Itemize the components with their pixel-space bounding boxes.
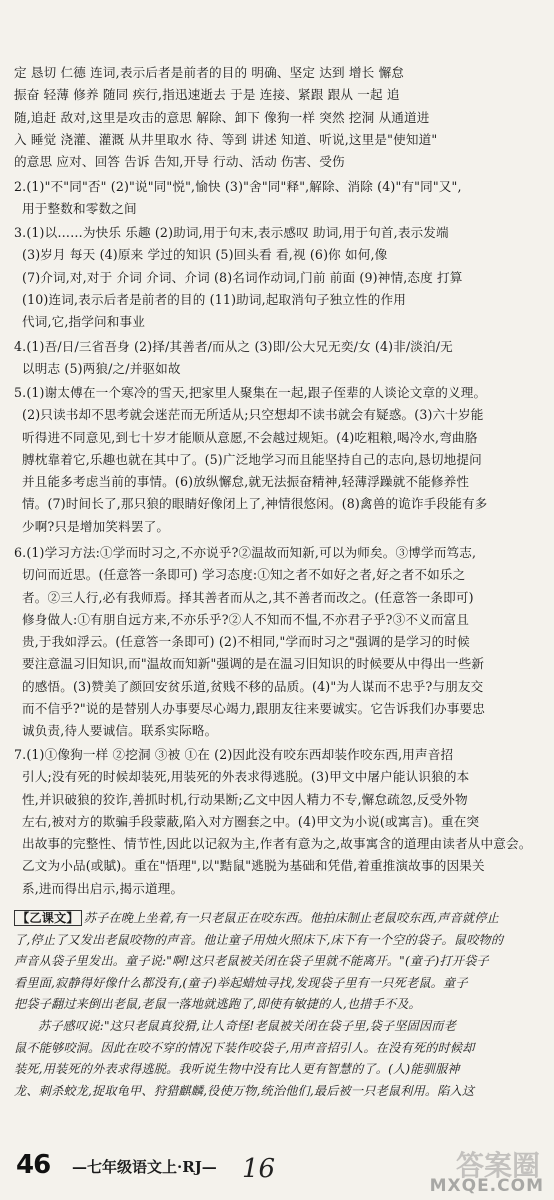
text-line: 贵,于我如浮云。(任意答一条即可) (2)不相同,"学而时习之"强调的是学习的时候 (22, 634, 470, 650)
text-line: 膊枕靠着它,乐趣也就在其中了。(5)广泛地学习而且能坚持自己的志向,恳切地提问 (22, 451, 482, 467)
question-5 (14, 382, 538, 538)
text-line: 振奋 轻薄 修养 随同 疾行,指迅速逝去 于是 连接、紧跟 跟从 一起 追 (14, 87, 400, 103)
question-6 (14, 542, 538, 743)
text-line: 鼠不能够咬洞。因此在咬不穿的情况下装作咬袋子,用声音招引人。在没有死的时候却 (14, 1040, 475, 1055)
text-line: 少啊?只是增加笑料罢了。 (22, 518, 170, 534)
text-line: 以明志 (5)两狼/之/并驱如故 (22, 361, 181, 377)
text-line: 引人;没有死的时候却装死,用装死的外表求得逃脱。(3)甲文中屠户能认识狼的本 (22, 769, 470, 785)
text-line: 定 恳切 仁德 连词,表示后者是前者的目的 明确、坚定 达到 增长 懈怠 (14, 65, 405, 80)
text-line: 修身做人:①有朋自远方来,不亦乐乎?②人不知而不愠,不亦君子乎?③不义而富且 (22, 611, 470, 627)
vocab-block (14, 62, 538, 173)
text-line: 的意思 应对、回答 告诉 告知,开导 行动、活动 伤害、受伤 (14, 154, 345, 170)
text-line: 4.(1)吾/日/三省吾身 (2)择/其善者/而从之 (3)即/公大兄无奕/女 (4)非/淡泊/无 (14, 339, 453, 354)
page-number: 46 (16, 1150, 51, 1180)
text-line: (3)岁月 每天 (4)原来 学过的知识 (5)回头看 看,视 (6)你 如何,像 (22, 247, 388, 263)
translation-first-line (14, 908, 538, 930)
text-line: 情。(7)时间长了,那只狼的眼睛好像闭上了,神情很悠闲。(8)禽兽的诡诈手段能有多 (22, 496, 488, 512)
text-line: 把袋子翻过来倒出老鼠,老鼠一落地就逃跑了,即使有敏捷的人,也措手不及。 (14, 997, 421, 1012)
text-line: 了,停止了又发出老鼠咬物的声音。他让童子用烛火照床下,床下有一个空的袋子。鼠咬物的 (14, 932, 504, 947)
text-line: 要注意温习旧知识,而"温故而知新"强调的是在温习旧知识的时候要从中得出一些新 (22, 656, 485, 672)
text-line: 听得进不同意见,到七十岁才能顺从意愿,不会越过规矩。(4)吃粗粮,喝冷水,弯曲胳 (22, 429, 478, 445)
text-line: 入 睡觉 浇灌、灌溉 从井里取水 待、等到 讲述 知道、听说,这里是"使知道" (14, 131, 438, 147)
text-line: 代词,它,指学问和事业 (22, 314, 146, 330)
text-line: 出故事的完整性、情节性,因此以记叙为主,作者有意为之,故事寓含的道理由读者从中意会。 (22, 836, 532, 852)
text-line: 装死,用装死的外表求得逃脱。我听说生物中没有比人更有智慧的了。(人)能驯服神 (14, 1062, 460, 1077)
text-line: 苏子在晚上坐着,有一只老鼠正在咬东西。他拍床制止老鼠咬东西,声音就停止 (83, 911, 499, 925)
handwritten-note: 16 (242, 1154, 276, 1184)
question-2 (14, 176, 538, 221)
text-line: 左右,被对方的欺骗手段蒙蔽,陷入对方圈套之中。(4)甲文为小说(或寓言)。重在突 (22, 813, 480, 829)
question-4 (14, 336, 538, 381)
text-line: 者。②三人行,必有我师焉。择其善者而从之,其不善者而改之。(任意答一条即可) (22, 589, 474, 605)
text-line: 5.(1)谢太傅在一个寒冷的雪天,把家里人聚集在一起,跟子侄辈的人谈论文章的义理。 (14, 385, 487, 400)
text-line: 的感悟。(3)赞美了颜回安贫乐道,贫贱不移的品质。(4)"为人谋而不忠乎?与朋友交 (22, 678, 484, 694)
text-line: 3.(1)以……为快乐 乐趣 (2)助词,用于句末,表示感叹 助词,用于句首,表示发端 (14, 225, 449, 240)
text-line: 诚负责,待人要诚信。联系实际略。 (22, 723, 218, 739)
footer-label: —七年级语文上·RJ— (72, 1158, 217, 1176)
translation-block (14, 908, 538, 1102)
section-tag: 【乙课文】 (14, 910, 82, 926)
text-line: 而不信乎?"说的是替别人办事要尽心竭力,跟朋友往来要诚实。它告诉我们办事要忠 (22, 701, 486, 717)
text-line: 乙文为小品(或賦)。重在"悟理",以"黠鼠"逃脱为基础和凭借,着重推演故事的因果关 (22, 858, 485, 874)
text-line: 6.(1)学习方法:①学而时习之,不亦说乎?②温故而知新,可以为师矣。③博学而笃志, (14, 545, 477, 560)
text-line: 性,并识破狼的狡诈,善抓时机,行动果断;乙文中因人精力不专,懈怠疏忽,反受外物 (22, 791, 468, 807)
text-line: 声音从袋子里发出。童子说:"啊!这只老鼠被关闭在袋子里就不能离开。"(童子)打开袋子 (14, 954, 489, 969)
text-line: (2)只读书却不思考就会迷茫而无所适从;只空想却不读书就会有疑惑。(3)六十岁能 (22, 407, 484, 423)
text-line: 看里面,寂静得好像什么都没有,(童子)举起蜡烛寻找,发现袋子里有一只死老鼠。童子 (14, 975, 468, 990)
text-line: 7.(1)①像狗一样 ②挖洞 ③被 ①在 (2)因此没有咬东西却装作咬东西,用声音招 (14, 747, 454, 762)
text-line: 切问而近思。(任意答一条即可) 学习态度:①知之者不如好之者,好之者不如乐之 (22, 567, 466, 583)
text-line: (7)介词,对,对于 介词 介词、介词 (8)名词作动词,门前 前面 (9)神情,态度 打算 (22, 269, 463, 285)
watermark-site: MXQE.COM (429, 1176, 544, 1196)
text-line: (10)连词,表示后者是前者的目的 (11)助词,起取消句子独立性的作用 (22, 291, 406, 307)
text-line: 并且能多考虑当前的事情。(6)放纵懈怠,就无法振奋精神,轻薄浮躁就不能修养性 (22, 474, 470, 490)
text-line: 随,追赶 敌对,这里是攻击的意思 解除、卸下 像狗一样 突然 挖洞 从通道进 (14, 109, 430, 125)
text-line: 用于整数和零数之间 (22, 201, 137, 217)
watermark-logo: 答案圈 (455, 1149, 540, 1182)
text-line: 2.(1)"不"同"否" (2)"说"同"悦",愉快 (3)"舍"同"释",解除、消除 (4)"有"同"又", (14, 179, 462, 194)
text-line: 系,进而得出启示,揭示道理。 (22, 880, 184, 896)
text-line: 龙、刺杀蛟龙,捉取龟甲、狩猎麒麟,役使万物,统治他们,最后被一只老鼠利用。陷入这 (14, 1083, 475, 1098)
question-3 (14, 222, 538, 333)
question-7 (14, 744, 538, 900)
text-line: 苏子感叹说:"这只老鼠真狡猾,让人奇怪!老鼠被关闭在袋子里,袋子坚固因而老 (38, 1018, 456, 1033)
